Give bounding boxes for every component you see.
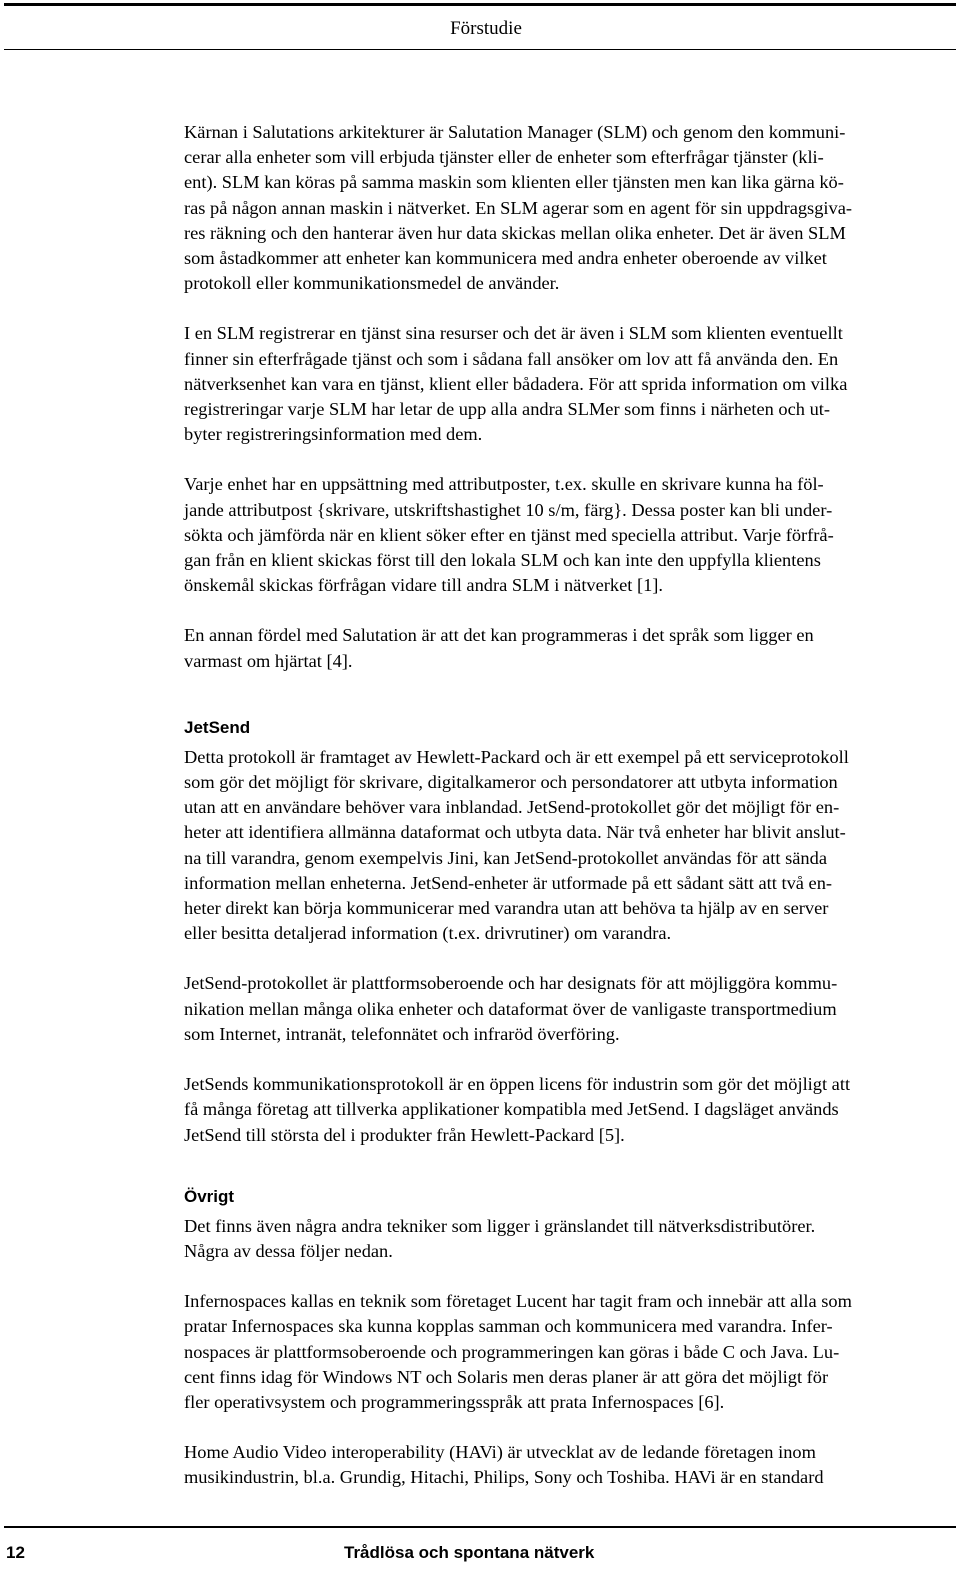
running-header: Förstudie bbox=[450, 18, 522, 39]
paragraph: En annan fördel med Salutation är att det kan programmeras i det språk som ligger en varmast om hjärtat [4]. bbox=[184, 625, 814, 671]
paragraph: Home Audio Video interoperability (HAVi) är utvecklat av de ledande företagen inom musikindustrin, bl.a. Grundig, Hitachi, Philips, Sony och Toshiba. HAVi är en standard bbox=[184, 1442, 824, 1488]
paragraph: Kärnan i Salutations arkitekturer är Salutation Manager (SLM) och genom den kommuni- cerar alla enheter som vill erbjuda tjänster eller de enheter som efterfrågar tjänster (kli- ent). SLM kan köras på samma maskin som klienten eller tjänsten men kan lika gärna kö- ras på någon annan maskin i nätverket. En SLM agerar som en agent för sin uppdragsgiva- res räkning och den hanterar även hur data skickas mellan olika enheter. Det är även SLM som åstadkommer att enheter kan kommunicera med andra enheter oberoende av vilket protokoll eller kommunikationsmedel de använder. bbox=[184, 122, 852, 294]
section-heading-ovrigt: Övrigt bbox=[184, 1186, 235, 1206]
paragraph: I en SLM registrerar en tjänst sina resurser och det är även i SLM som klienten eventuellt finner sin efterfrågade tjänst och som i sådana fall ansöker om lov att få använda den. En nätverksenhet kan vara en tjänst, klient eller bådadera. För att sprida information om vilka registreringar varje SLM har letar de upp alla andra SLMer som finns i närheten och ut- byter registreringsinformation med dem. bbox=[184, 323, 848, 445]
section-heading-jetsend: JetSend bbox=[184, 717, 251, 737]
page-number: 12 bbox=[6, 1543, 25, 1562]
paragraph: JetSend-protokollet är plattformsoberoende och har designats för att möjliggöra kommu- nikation mellan många olika enheter och dataformat över de vanligaste transportmedium som Internet, intranät, telefonnätet och infraröd överföring. bbox=[184, 973, 838, 1044]
running-footer-title: Trådlösa och spontana nätverk bbox=[344, 1543, 595, 1562]
top-rule bbox=[4, 3, 956, 6]
header-rule bbox=[4, 49, 956, 50]
page-body bbox=[184, 120, 956, 1491]
footer-rule bbox=[4, 1526, 956, 1528]
paragraph: Detta protokoll är framtaget av Hewlett-Packard och är ett exempel på ett serviceprotokoll som gör det möjligt för skrivare, digitalkameror och persondatorer att utbyta information utan att en användare behöver vara inblandad. JetSend-protokollet gör det möjligt för en- heter att identifiera allmänna dataformat och utbyta data. När två enheter har blivit anslut- na till varandra, genom exempelvis Jini, kan JetSend-protokollet användas för att sända information mellan enheterna. JetSend-enheter är utformade på ett sådant sätt att två en- heter direkt kan börja kommunicerar med varandra utan att behöva ta hjälp av en server eller besitta detaljerad information (t.ex. drivrutiner) om varandra. bbox=[184, 746, 849, 944]
paragraph: Det finns även några andra tekniker som ligger i gränslandet till nätverksdistributörer. Några av dessa följer nedan. bbox=[184, 1215, 816, 1261]
paragraph: Infernospaces kallas en teknik som företaget Lucent har tagit fram och innebär att alla som pratar Infernospaces ska kunna kopplas samman och kommunicera med varandra. Infer- nospaces är plattformsoberoende och programmeringen kan göras i både C och Java. Lu- cent finns idag för Windows NT och Solaris men deras planer är att göra det möjligt för fler operativsystem och programmeringsspråk att prata Infernospaces [6]. bbox=[184, 1291, 852, 1412]
paragraph: Varje enhet har en uppsättning med attributposter, t.ex. skulle en skrivare kunna ha föl- jande attributpost {skrivare, utskriftshastighet 10 s/m, färg}. Dessa poster kan bli under- sökta och jämförda när en klient söker efter en tjänst med speciella attribut. Varje förfrå- gan från en klient skickas först till den lokala SLM och kan inte den uppfylla klientens önskemål skickas förfrågan vidare till andra SLM i nätverket [1]. bbox=[184, 474, 834, 596]
paragraph: JetSends kommunikationsprotokoll är en öppen licens för industrin som gör det möjligt att få många företag att tillverka applikationer kompatibla med JetSend. I dagsläget används JetSend till största del i produkter från Hewlett-Packard [5]. bbox=[184, 1074, 851, 1145]
